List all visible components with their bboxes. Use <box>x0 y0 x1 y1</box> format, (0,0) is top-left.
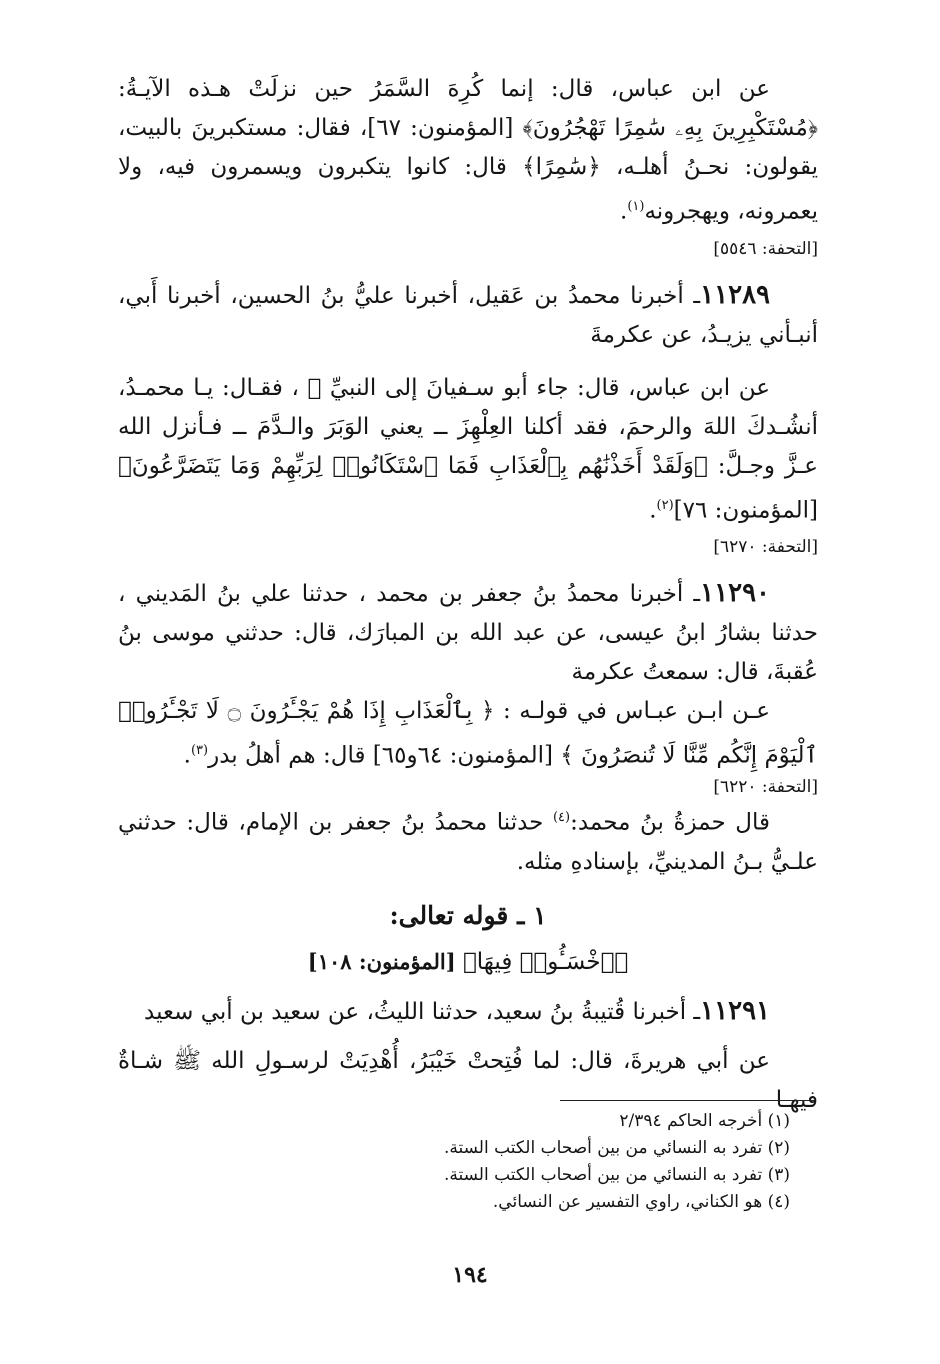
tuhfa-ref-3: [التحفة: ٦٢٢٠] <box>713 776 818 797</box>
footnotes <box>380 1108 790 1216</box>
paragraph-4 <box>118 798 818 882</box>
paragraph-4-text-b: حدثنا محمدُ بنُ جعفر بن الإمام، قال: حدثني علـيُّ بـنُ المدينيِّ، بإسنادهِ مثله. <box>118 809 818 875</box>
tuhfa-ref-1: [التحفة: ٥٥٤٦] <box>713 238 818 259</box>
footnote-3: (٣) تفرد به النسائي من بين أصحاب الكتب الستة. <box>443 1165 790 1185</box>
paragraph-2-end: . <box>649 497 657 524</box>
hadith-11290 <box>118 574 818 692</box>
paragraph-2 <box>118 369 818 531</box>
hadith-isnad: ـ أخبرنا محمدُ بن عَقيل، أخبرنا عليُّ بنُ الحسين، أخبرنا أَبي، أنبـأني يزيـدُ، عن عكرمةَ <box>118 282 818 348</box>
hadith-number: ١١٢٩٠ <box>700 578 770 609</box>
hadith-number: ١١٢٩١ <box>700 995 770 1026</box>
footnote-marker-4: (٤) <box>552 809 571 825</box>
paragraph-3 <box>118 692 818 776</box>
page-body <box>118 70 818 1120</box>
footnote-4: (٤) هو الكناني، راوي التفسير عن النسائي. <box>492 1192 790 1212</box>
footnote-marker-2: (٢) <box>656 497 674 513</box>
footnote-marker-1: (١) <box>627 199 645 214</box>
paragraph-3-text: عـن ابـن عبـاس في قولـه : ﴿ بِٱلْعَذَابِ إِذَا هُمْ يَجْـَٔرُونَ ۝ لَا تَجْـَٔرُوا۟ ٱلْيَوْمَ إِنَّكُم مِّنَّا لَا تُنصَرُونَ ﴾ [المؤمنون: ٦٤و٦٥] قال: هم أهلُ بدر <box>118 698 818 769</box>
hadith-isnad: ـ أخبرنا قُتيبةُ بنُ سعيد، حدثنا الليثُ، عن سعيد بن أبي سعيد <box>144 998 701 1025</box>
page-number: ١٩٤ <box>452 1262 488 1288</box>
footnote-2: (٢) تفرد به النسائي من بين أصحاب الكتب الستة. <box>443 1138 790 1158</box>
hadith-number: ١١٢٨٩ <box>700 279 770 310</box>
paragraph-5: عن أبي هريرةَ، قال: لما فُتِحتْ خَيْبَرُ، أُهْدِيَتْ لرسـولِ الله ﷺ شـاةٌ فيهـا <box>118 1047 818 1113</box>
tuhfa-ref-2: [التحفة: ٦٢٧٠] <box>713 537 818 558</box>
verse-ref: [المؤمنون: ١٠٨] <box>307 948 456 974</box>
footnote-1: (١) أخرجه الحاكم ٢/٣٩٤ <box>619 1111 790 1131</box>
hadith-11289 <box>118 276 818 355</box>
paragraph-2-text: عن ابن عباس، قال: جاء أبو سـفيانَ إلى النبيِّ ﷺ ، فقـال: يـا محمـدُ، أنشُـدكَ اللهَ والرحمَ، فقد أكلنا العِلْهِزَ ــ يعني الوَبَرَ والـدَّمَ ــ فـأنزل الله عـزَّ وجـلَّ: ﴿وَلَقَدْ أَخَذْنَٰهُم بِٱلْعَذَابِ فَمَا ٱسْتَكَانُوا۟ لِرَبِّهِمْ وَمَا يَتَضَرَّعُونَ﴾ [المؤمنون: ٧٦] <box>118 374 818 524</box>
footnote-marker-3: (٣) <box>190 743 209 759</box>
paragraph-1 <box>118 70 818 232</box>
footnote-divider <box>560 1100 815 1101</box>
paragraph-3-end: . <box>183 742 191 769</box>
section-heading: ١ ـ قوله تعالى: <box>389 900 547 930</box>
verse-heading <box>118 942 818 982</box>
hadith-isnad: ـ أخبرنا محمدُ بنُ جعفر بن محمد ، حدثنا علي بنُ المَديني ، حدثنا بشارُ ابنُ عيسى، عن عبد الله بن المبارَك، قال: حدثني موسى بنُ عُقبةَ، قال: سمعتُ عكرمة <box>118 581 818 686</box>
paragraph-1-end: . <box>620 198 628 225</box>
verse-text: ﴿ٱخْسَـُٔوا۟ فِيهَا﴾ <box>462 948 629 975</box>
paragraph-4-text-a: قال حمزةُ بنُ محمد: <box>570 809 770 836</box>
paragraph-1-text: عن ابن عباس، قال: إنما كُرِهَ السَّمَرُ حين نزلَتْ هـذه الآيـةُ: ﴿مُسْتَكْبِرِينَ بِهِۦ سَٰمِرًا تَهْجُرُونَ﴾ [المؤمنون: ٦٧]، فقال: مستكبرينَ بالبيت، يقولون: نحـنُ أهلـه، ﴿سَٰمِرًا﴾ قال: كانوا يتكبرون ويسمرون فيه، ولا يعمرونه، ويهجرونه <box>118 76 818 225</box>
hadith-11291 <box>118 992 818 1032</box>
